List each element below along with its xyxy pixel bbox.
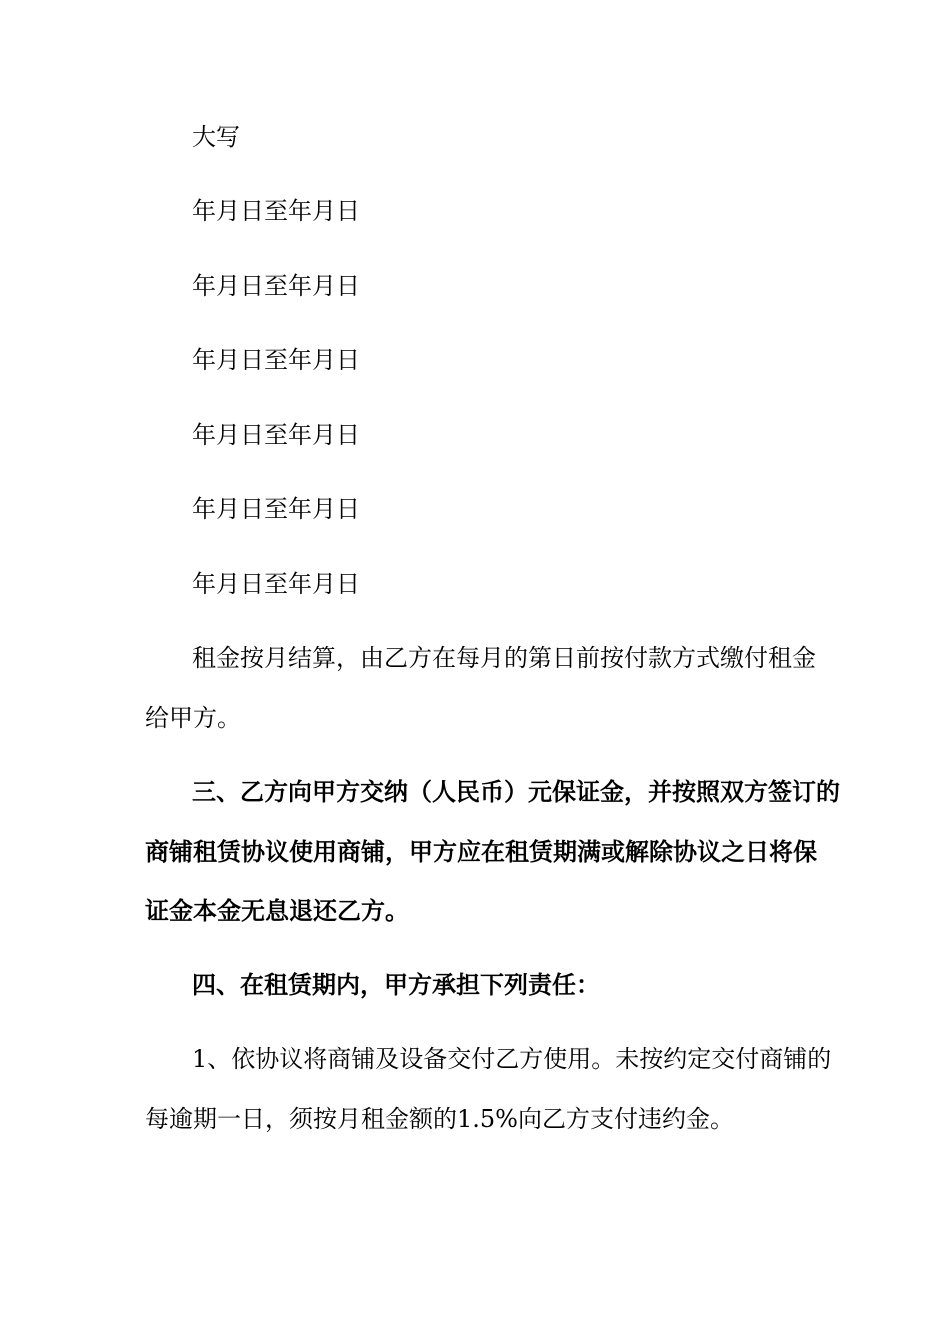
text-line-uppercase-amount: 大写 bbox=[192, 123, 240, 151]
clause-one-line-2: 每逾期一日，须按月租金额的1.5%向乙方支付违约金。 bbox=[145, 1105, 734, 1133]
text-line-period-2: 年月日至年月日 bbox=[192, 272, 360, 300]
section-four-heading: 四、在租赁期内，甲方承担下列责任： bbox=[192, 970, 600, 999]
paragraph-rent-settlement-line-1: 租金按月结算，由乙方在每月的第日前按付款方式缴付租金 bbox=[192, 644, 816, 672]
text-line-period-5: 年月日至年月日 bbox=[192, 495, 360, 523]
section-three-line-3: 证金本金无息退还乙方。 bbox=[145, 896, 409, 925]
section-three-line-2: 商铺租赁协议使用商铺，甲方应在租赁期满或解除协议之日将保 bbox=[145, 837, 817, 866]
text-line-period-1: 年月日至年月日 bbox=[192, 197, 360, 225]
text-line-period-3: 年月日至年月日 bbox=[192, 346, 360, 374]
text-line-period-4: 年月日至年月日 bbox=[192, 421, 360, 449]
paragraph-rent-settlement-line-2: 给甲方。 bbox=[145, 704, 241, 732]
section-three-line-1: 三、乙方向甲方交纳（人民币）元保证金，并按照双方签订的 bbox=[192, 777, 840, 806]
clause-one-line-1: 1、依协议将商铺及设备交付乙方使用。未按约定交付商铺的 bbox=[192, 1045, 832, 1073]
text-line-period-6: 年月日至年月日 bbox=[192, 570, 360, 598]
